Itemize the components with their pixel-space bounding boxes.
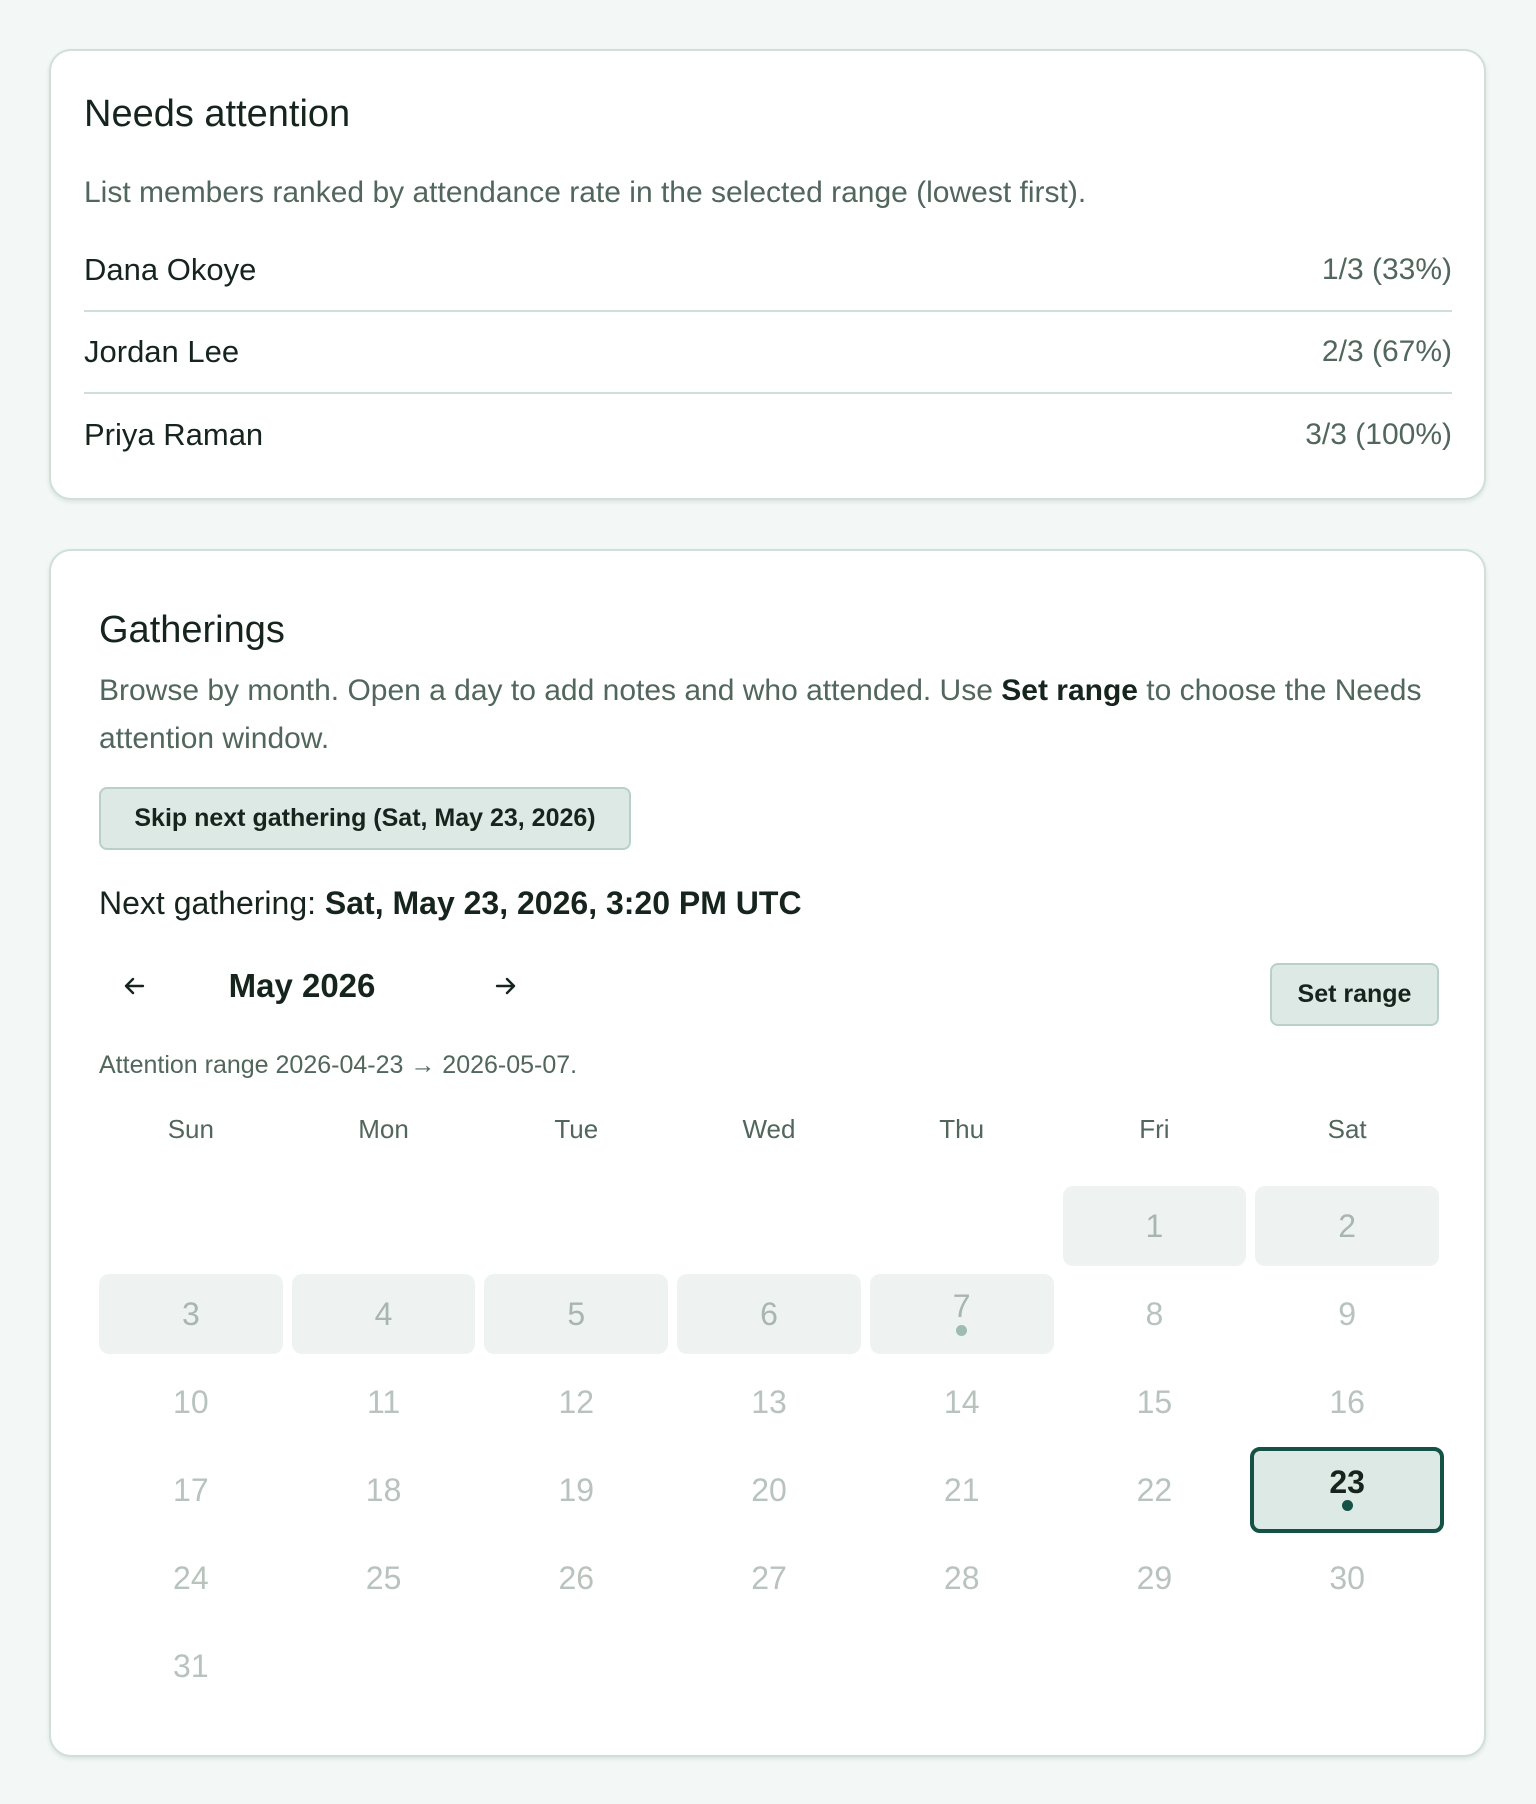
- arrow-left-icon: [123, 976, 145, 996]
- calendar-day-number: 21: [943, 1471, 980, 1508]
- calendar-day-25[interactable]: [292, 1538, 476, 1618]
- calendar-day-number: 17: [173, 1471, 209, 1508]
- needs-attention-title: Needs attention: [84, 93, 351, 135]
- gathering-dot-icon: [1342, 1500, 1353, 1511]
- calendar-day-30[interactable]: [1255, 1538, 1439, 1618]
- calendar-empty-cell: [484, 1186, 668, 1266]
- calendar-empty-cell: [677, 1186, 861, 1266]
- calendar-day-number: 4: [374, 1295, 393, 1332]
- calendar-day-number: 12: [558, 1383, 595, 1420]
- weekday-label: Fri: [1139, 1114, 1170, 1144]
- gatherings-title: Gatherings: [99, 609, 285, 651]
- calendar-day-12[interactable]: [484, 1362, 668, 1442]
- calendar-day-11[interactable]: [292, 1362, 476, 1442]
- calendar-day-16[interactable]: [1255, 1362, 1439, 1442]
- calendar-day-5[interactable]: [484, 1274, 668, 1354]
- next-month-button[interactable]: [483, 963, 529, 1009]
- skip-next-gathering-button[interactable]: Skip next gathering (Sat, May 23, 2026): [99, 787, 631, 850]
- calendar-day-10[interactable]: [99, 1362, 283, 1442]
- calendar-day-18[interactable]: [292, 1450, 476, 1530]
- calendar-day-number: 16: [1329, 1383, 1365, 1420]
- calendar-day-number: 9: [1338, 1295, 1357, 1332]
- calendar-day-number: 30: [1329, 1559, 1365, 1596]
- calendar-day-number: 10: [173, 1383, 209, 1420]
- calendar-day-number: 28: [943, 1559, 980, 1596]
- weekday-label: Tue: [554, 1114, 599, 1144]
- member-attendance-rate: 2/3 (67%): [1321, 335, 1452, 368]
- next-gathering-line: [99, 885, 802, 922]
- next-gathering-value: Sat, May 23, 2026, 3:20 PM UTC: [324, 885, 802, 921]
- month-label: May 2026: [228, 967, 376, 1004]
- gatherings-description: [99, 667, 1439, 763]
- calendar-day-2[interactable]: [1255, 1186, 1439, 1266]
- calendar-grid: [99, 1186, 1439, 1706]
- calendar-day-22[interactable]: [1063, 1450, 1247, 1530]
- calendar-day-number: 19: [558, 1471, 595, 1508]
- description-text-end: to choose the Needs attention window.: [99, 674, 1422, 755]
- calendar-day-number: 25: [365, 1559, 402, 1596]
- calendar-day-number: 1: [1145, 1207, 1164, 1244]
- calendar-day-number: 31: [173, 1647, 209, 1684]
- calendar-day-6[interactable]: [677, 1274, 861, 1354]
- calendar-day-14[interactable]: [870, 1362, 1054, 1442]
- member-name: Priya Raman: [84, 417, 264, 452]
- calendar-empty-cell: [99, 1186, 283, 1266]
- calendar-day-15[interactable]: [1063, 1362, 1247, 1442]
- calendar-day-number: 3: [181, 1295, 200, 1332]
- calendar-day-8[interactable]: [1063, 1274, 1247, 1354]
- calendar-day-number: 22: [1136, 1471, 1173, 1508]
- calendar-day-number: 15: [1136, 1383, 1173, 1420]
- calendar-day-number: 14: [943, 1383, 980, 1420]
- weekday-label: Sat: [1327, 1114, 1367, 1144]
- calendar-day-13[interactable]: [677, 1362, 861, 1442]
- needs-attention-card: [49, 49, 1486, 500]
- member-row: [84, 312, 1452, 394]
- calendar-empty-cell: [292, 1186, 476, 1266]
- calendar-day-number: 23: [1329, 1463, 1365, 1500]
- calendar-day-17[interactable]: [99, 1450, 283, 1530]
- member-row: [84, 230, 1452, 312]
- calendar-day-number: 8: [1145, 1295, 1164, 1332]
- description-text: Browse by month. Open a day to add notes and who attended. Use: [99, 674, 1002, 707]
- weekday-label: Wed: [742, 1114, 796, 1144]
- calendar-day-number: 29: [1136, 1559, 1173, 1596]
- description-set-range-emphasis: Set range: [1001, 674, 1138, 707]
- calendar-day-9[interactable]: [1255, 1274, 1439, 1354]
- calendar-day-27[interactable]: [677, 1538, 861, 1618]
- arrow-right-icon: [495, 976, 517, 996]
- member-row: [84, 394, 1452, 476]
- needs-attention-description: List members ranked by attendance rate in the selected range (lowest first).: [84, 176, 1087, 209]
- member-name: Jordan Lee: [84, 334, 240, 369]
- calendar-day-1[interactable]: [1063, 1186, 1247, 1266]
- weekday-label: Thu: [939, 1114, 985, 1144]
- calendar-day-3[interactable]: [99, 1274, 283, 1354]
- calendar-day-20[interactable]: [677, 1450, 861, 1530]
- next-gathering-label: Next gathering:: [99, 885, 325, 921]
- calendar-day-24[interactable]: [99, 1538, 283, 1618]
- calendar-day-number: 13: [751, 1383, 787, 1420]
- calendar-day-number: 6: [760, 1295, 778, 1332]
- gatherings-card: [49, 549, 1486, 1757]
- calendar-day-29[interactable]: [1063, 1538, 1247, 1618]
- calendar-empty-cell: [870, 1186, 1054, 1266]
- calendar-day-number: 2: [1338, 1207, 1357, 1244]
- previous-month-button[interactable]: [111, 963, 157, 1009]
- calendar-day-number: 18: [365, 1471, 402, 1508]
- weekday-header: [99, 1109, 1439, 1149]
- weekday-label: Sun: [167, 1114, 214, 1144]
- calendar-day-number: 7: [952, 1287, 971, 1324]
- calendar-day-number: 11: [366, 1383, 401, 1420]
- calendar-day-number: 5: [567, 1295, 586, 1332]
- calendar-day-number: 26: [558, 1559, 595, 1596]
- calendar-day-19[interactable]: [484, 1450, 668, 1530]
- attention-member-list: [84, 230, 1452, 476]
- set-range-button[interactable]: Set range: [1270, 963, 1439, 1026]
- calendar-day-31[interactable]: [99, 1626, 283, 1706]
- calendar-day-7[interactable]: [870, 1274, 1054, 1354]
- calendar-day-4[interactable]: [292, 1274, 476, 1354]
- calendar-day-number: 27: [751, 1559, 787, 1596]
- calendar-day-28[interactable]: [870, 1538, 1054, 1618]
- attention-range-text: Attention range 2026-04-23 → 2026-05-07.: [99, 1051, 578, 1079]
- calendar-day-26[interactable]: [484, 1538, 668, 1618]
- gathering-dot-icon: [956, 1325, 967, 1336]
- weekday-label: Mon: [358, 1114, 409, 1144]
- calendar-day-number: 24: [173, 1559, 209, 1596]
- member-attendance-rate: 3/3 (100%): [1305, 418, 1452, 451]
- calendar-day-23[interactable]: [1250, 1447, 1444, 1533]
- calendar-day-21[interactable]: [870, 1450, 1054, 1530]
- calendar-day-number: 20: [751, 1471, 787, 1508]
- member-attendance-rate: 1/3 (33%): [1321, 253, 1452, 286]
- member-name: Dana Okoye: [84, 252, 257, 287]
